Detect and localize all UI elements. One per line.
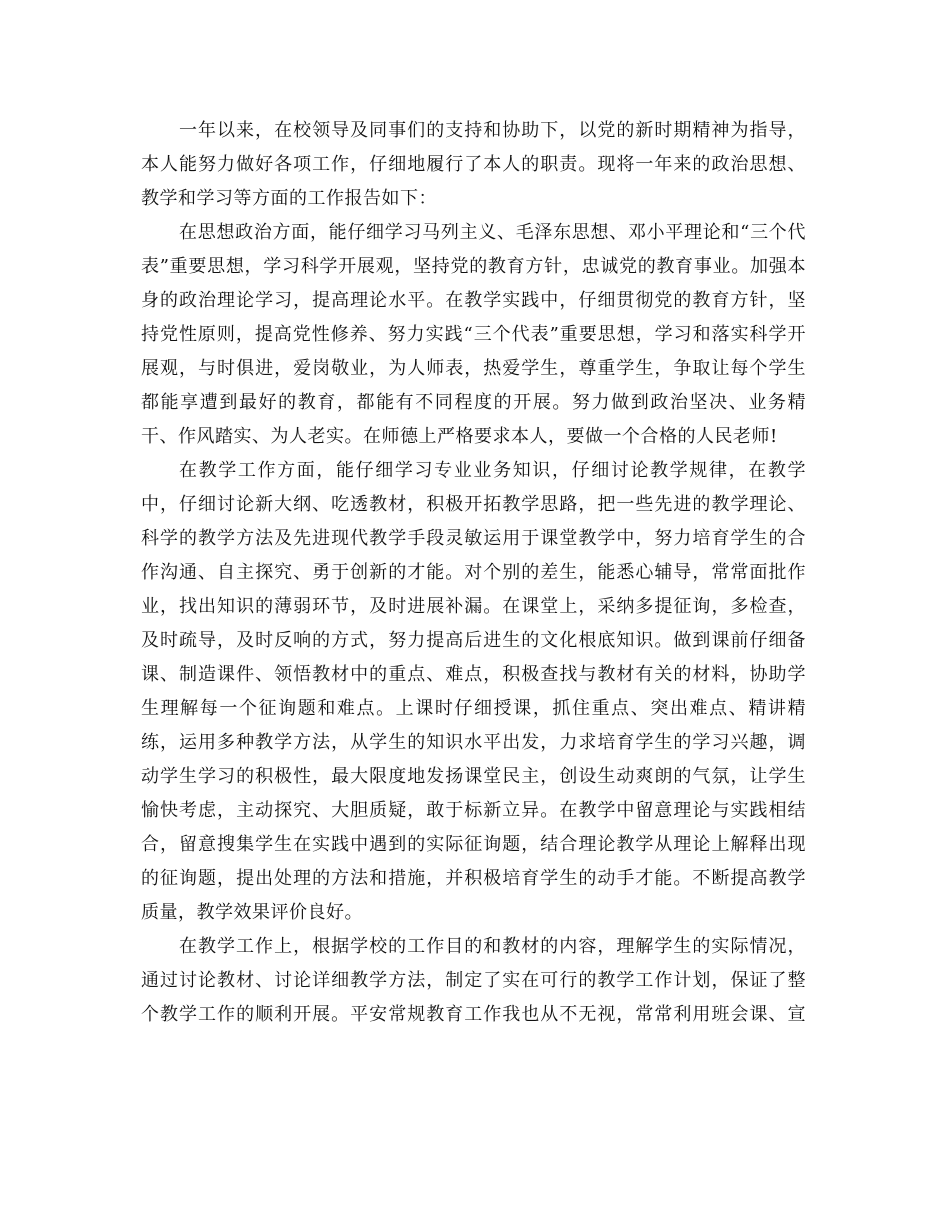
text-line: 科学的教学方法及先进现代教学手段灵敏运用于课堂教学中，努力培育学生的合 (141, 528, 806, 549)
text-line: 在教学工作方面，能仔细学习专业业务知识，仔细讨论教学规律，在教学 (179, 460, 806, 481)
text-line: 中，仔细讨论新大纲、吃透教材，积极开拓教学思路，把一些先进的教学理论、 (141, 494, 806, 515)
text-line: 的征询题，提出处理的方法和措施，并积极培育学生的动手才能。不断提高教学 (141, 868, 806, 889)
text-line: 质量，教学效果评价良好。 (141, 902, 363, 923)
paragraph-2 (141, 216, 806, 454)
text-line: 展观，与时俱进，爱岗敬业，为人师表，热爱学生，尊重学生，争取让每个学生 (141, 358, 806, 379)
text-line: 干、作风踏实、为人老实。在师德上严格要求本人，要做一个合格的人民老师! (141, 426, 778, 447)
paragraph-4 (141, 930, 806, 1032)
text-line: 通过讨论教材、讨论详细教学方法，制定了实在可行的教学工作计划，保证了整 (141, 970, 806, 991)
text-line: 业，找出知识的薄弱环节，及时进展补漏。在课堂上，采纳多提征询，多检查， (141, 596, 806, 617)
text-line: 教学和学习等方面的工作报告如下： (141, 188, 437, 209)
text-line: 作沟通、自主探究、勇于创新的才能。对个别的差生，能悉心辅导，常常面批作 (141, 562, 806, 583)
text-line: 在思想政治方面，能仔细学习马列主义、毛泽东思想、邓小平理论和“三个代 (179, 222, 806, 243)
text-line: 身的政治理论学习，提高理论水平。在教学实践中，仔细贯彻党的教育方针，坚 (141, 290, 806, 311)
text-line: 在教学工作上，根据学校的工作目的和教材的内容，理解学生的实际情况， (179, 936, 806, 957)
text-line: 一年以来，在校领导及同事们的支持和协助下，以党的新时期精神为指导， (179, 120, 806, 141)
text-line: 生理解每一个征询题和难点。上课时仔细授课，抓住重点、突出难点、精讲精 (141, 698, 806, 719)
text-line: 及时疏导，及时反响的方式，努力提高后进生的文化根底知识。做到课前仔细备 (141, 630, 806, 651)
text-line: 练，运用多种教学方法，从学生的知识水平出发，力求培育学生的学习兴趣，调 (141, 732, 806, 753)
text-line: 课、制造课件、领悟教材中的重点、难点，积极查找与教材有关的材料，协助学 (141, 664, 806, 685)
text-line: 愉快考虑，主动探究、大胆质疑，敢于标新立异。在教学中留意理论与实践相结 (141, 800, 806, 821)
text-line: 动学生学习的积极性，最大限度地发扬课堂民主，创设生动爽朗的气氛，让学生 (141, 766, 806, 787)
text-line: 表”重要思想，学习科学开展观，坚持党的教育方针，忠诚党的教育事业。加强本 (141, 256, 806, 277)
text-line: 都能享遭到最好的教育，都能有不同程度的开展。努力做到政治坚决、业务精 (141, 392, 806, 413)
text-line: 本人能努力做好各项工作，仔细地履行了本人的职责。现将一年来的政治思想、 (141, 154, 806, 175)
text-line: 合，留意搜集学生在实践中遇到的实际征询题，结合理论教学从理论上解释出现 (141, 834, 806, 855)
text-line: 持党性原则，提高党性修养、努力实践“三个代表”重要思想，学习和落实科学开 (141, 324, 806, 345)
paragraph-3 (141, 454, 806, 930)
paragraph-1 (141, 114, 806, 216)
document-body (141, 114, 806, 1032)
text-line: 个教学工作的顺利开展。平安常规教育工作我也从不无视，常常利用班会课、宣 (141, 1004, 806, 1025)
